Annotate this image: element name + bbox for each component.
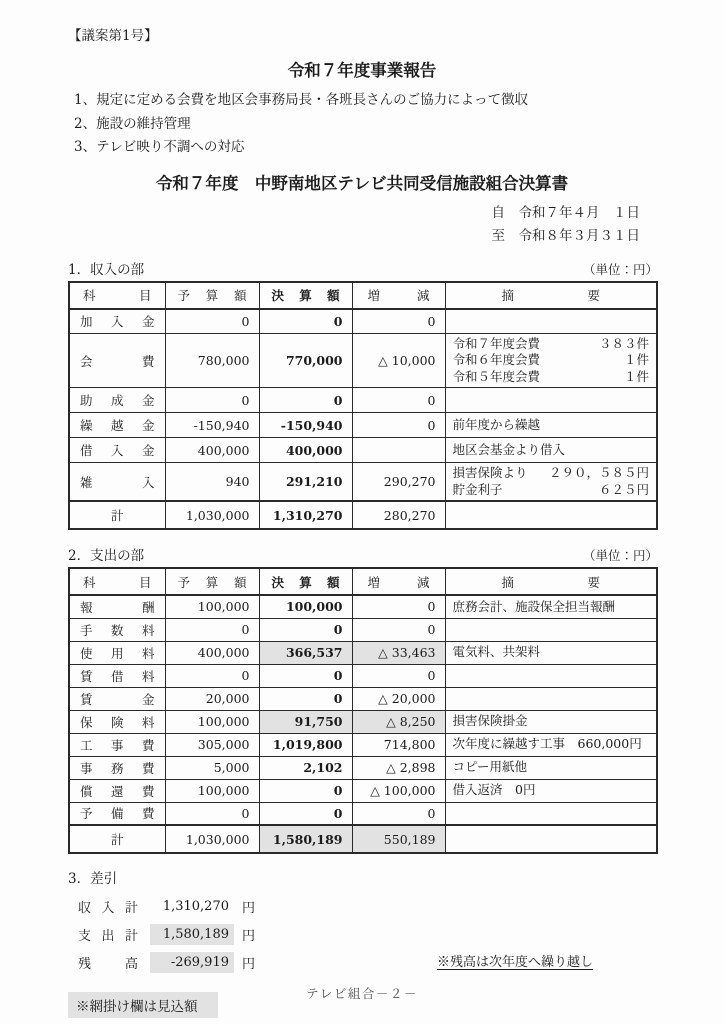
expense-section-header [68,544,658,564]
balance-unit: 円 [242,956,256,972]
diff-cell: 0 [352,664,445,687]
table-row [69,733,657,756]
remark-line: 次年度に繰越す工事 660,000円 [452,736,642,752]
column-header-budget: 予 算 額 [177,574,247,590]
balance-label: 残 高 [78,956,138,972]
total-row [69,825,657,853]
remark-line: 令和５年度会費 １件 [452,368,649,384]
diff-cell: △ 2,898 [352,756,445,779]
actual-cell: 1,310,270 [259,501,352,529]
income-table [68,281,658,531]
remark-cell [445,309,657,334]
balance-value: 1,310,270 [162,898,229,914]
actual-cell: 0 [259,664,352,687]
expense-unit-label: （単位：円） [582,548,658,564]
subject-cell: 雑 入 [69,463,165,501]
budget-cell: 1,030,000 [165,825,259,853]
actual-cell: 1,019,800 [259,733,352,756]
actual-cell: 0 [259,802,352,825]
shaded-legend-note: ※網掛け欄は見込額 [68,992,218,1018]
activity-item: 1、規定に定める会費を地区会事務局長・各班長さんのご協力によって徴収 [74,92,529,108]
remark-line: 前年度から繰越 [452,417,541,433]
table-row [69,413,657,438]
remark-line: 地区会基金より借入 [452,442,566,458]
balance-section-title: 3．差引 [68,871,118,888]
actual-cell: 2,102 [259,756,352,779]
remark-cell [445,618,657,641]
remark-cell [445,388,657,413]
subject-cell: 計 [69,825,165,853]
settlement-title: 令和７年度 中野南地区テレビ共同受信施設組合決算書 [155,173,569,193]
column-header-subject: 科 目 [83,574,152,590]
table-row [69,756,657,779]
income-section-title: 1．収入の部 [68,261,145,278]
actual-cell: 0 [259,618,352,641]
subject-cell: 加 入 金 [69,309,165,334]
period-to: 至 令和８年３月３１日 [491,227,640,244]
budget-cell: 20,000 [165,687,259,710]
actual-cell: 400,000 [259,438,352,463]
remark-cell [445,779,657,802]
remark-line: コピー用紙他 [452,759,528,775]
budget-cell: 0 [165,309,259,334]
remark-cell [445,710,657,733]
table-row [69,779,657,802]
table-row [69,595,657,618]
remark-line: 損害保険より ２９０，５８５円 [452,465,649,481]
page-footer: テレビ組合－２－ [306,986,418,1001]
balance-row [78,948,724,976]
table-row [69,641,657,664]
balance-row [78,892,724,920]
carryover-note: ※残高は次年度へ繰り越し [437,955,594,971]
column-header-remark: 摘 要 [501,574,600,590]
table-row [69,618,657,641]
income-header-row [69,282,657,309]
remark-line: 損害保険掛金 [452,713,528,729]
budget-cell: 780,000 [165,334,259,388]
budget-cell: 0 [165,388,259,413]
actual-cell: 0 [259,687,352,710]
remark-cell [445,413,657,438]
table-row [69,438,657,463]
subject-cell: 計 [69,501,165,529]
diff-cell: △ 10,000 [352,334,445,388]
subject-cell: 助 成 金 [69,388,165,413]
subject-cell: 保 険 料 [69,710,165,733]
budget-cell: 400,000 [165,438,259,463]
table-row [69,802,657,825]
column-header-diff: 増 減 [367,288,430,303]
subject-cell: 賃 金 [69,687,165,710]
report-title: 令和７年度事業報告 [287,61,437,80]
actual-cell: 366,537 [259,641,352,664]
diff-cell [352,438,445,463]
actual-cell: 1,580,189 [259,825,352,853]
actual-cell: 770,000 [259,334,352,388]
column-header-actual: 決 算 額 [271,574,340,590]
subject-cell: 予 備 費 [69,802,165,825]
remark-line: 令和７年度会費 ３８３件 [452,336,649,351]
remark-cell [445,825,657,853]
budget-cell: 1,030,000 [165,501,259,529]
total-row [69,501,657,529]
proposal-label: 【議案第1号】 [68,28,158,44]
budget-cell: 305,000 [165,733,259,756]
column-header-remark: 摘 要 [501,288,600,303]
budget-cell: 940 [165,463,259,501]
column-header-budget: 予 算 額 [177,288,247,303]
column-header-actual: 決 算 額 [271,288,340,303]
expense-section-title: 2．支出の部 [68,548,145,565]
subject-cell: 手 数 料 [69,618,165,641]
table-row [69,710,657,733]
income-section-header [68,258,658,278]
remark-cell [445,756,657,779]
balance-unit: 円 [242,900,256,916]
remark-line: 庶務会計、施設保全担当報酬 [452,598,616,614]
remark-cell [445,501,657,529]
budget-cell: 0 [165,802,259,825]
remark-line: 貯金利子 ６２５円 [452,481,649,497]
remark-line: 借入返済 0円 [452,782,536,798]
activities-list [74,89,724,160]
subject-cell: 償 還 費 [69,779,165,802]
subject-cell: 事 務 費 [69,756,165,779]
activity-item: 3、テレビ映り不調への対応 [74,139,245,155]
period-from: 自 令和７年４月 １日 [491,204,640,221]
diff-cell: 550,189 [352,825,445,853]
remark-cell [445,664,657,687]
column-header-diff: 増 減 [367,574,430,590]
subject-cell: 工 事 費 [69,733,165,756]
remark-line: 令和６年度会費 １件 [452,352,649,368]
table-row [69,388,657,413]
balance-row [78,920,724,948]
remark-cell [445,438,657,463]
table-row [69,664,657,687]
remark-cell [445,595,657,618]
diff-cell: 0 [352,618,445,641]
budget-cell: 0 [165,618,259,641]
actual-cell: 91,750 [259,710,352,733]
diff-cell: 0 [352,802,445,825]
balance-unit: 円 [242,928,256,944]
income-unit-label: （単位：円） [582,261,658,277]
diff-cell: △ 20,000 [352,687,445,710]
diff-cell: 290,270 [352,463,445,501]
diff-cell: △ 33,463 [352,641,445,664]
subject-cell: 会 費 [69,334,165,388]
actual-cell: 0 [259,779,352,802]
remark-cell [445,802,657,825]
budget-cell: 100,000 [165,779,259,802]
expense-header-row [69,568,657,595]
balance-rows [68,892,724,976]
budget-cell: 100,000 [165,595,259,618]
actual-cell: -150,940 [259,413,352,438]
budget-cell: -150,940 [165,413,259,438]
actual-cell: 291,210 [259,463,352,501]
activity-item: 2、施設の維持管理 [74,115,191,132]
remark-cell [445,687,657,710]
actual-cell: 0 [259,388,352,413]
subject-cell: 使 用 料 [69,641,165,664]
expense-table [68,567,658,854]
diff-cell: 714,800 [352,733,445,756]
diff-cell: 0 [352,595,445,618]
table-row [69,309,657,334]
actual-cell: 100,000 [259,595,352,618]
balance-label: 支 出 計 [78,928,138,944]
remark-cell [445,334,657,388]
diff-cell: △ 100,000 [352,779,445,802]
diff-cell: 0 [352,388,445,413]
remark-cell [445,463,657,501]
balance-value: -269,919 [150,952,234,973]
remark-cell [445,733,657,756]
actual-cell: 0 [259,309,352,334]
diff-cell: 0 [352,413,445,438]
table-row [69,334,657,388]
remark-line: 電気料、共架料 [452,644,541,660]
budget-cell: 0 [165,664,259,687]
budget-cell: 100,000 [165,710,259,733]
budget-cell: 400,000 [165,641,259,664]
budget-cell: 5,000 [165,756,259,779]
diff-cell: 280,270 [352,501,445,529]
subject-cell: 繰 越 金 [69,413,165,438]
remark-cell [445,641,657,664]
diff-cell: △ 8,250 [352,710,445,733]
column-header-subject: 科 目 [83,288,152,303]
fiscal-period [492,202,641,248]
balance-label: 収 入 計 [78,900,138,916]
subject-cell: 報 酬 [69,595,165,618]
subject-cell: 賃 借 料 [69,664,165,687]
balance-value: 1,580,189 [150,924,234,945]
table-row [69,687,657,710]
subject-cell: 借 入 金 [69,438,165,463]
balance-section [68,867,724,976]
diff-cell: 0 [352,309,445,334]
table-row [69,463,657,501]
